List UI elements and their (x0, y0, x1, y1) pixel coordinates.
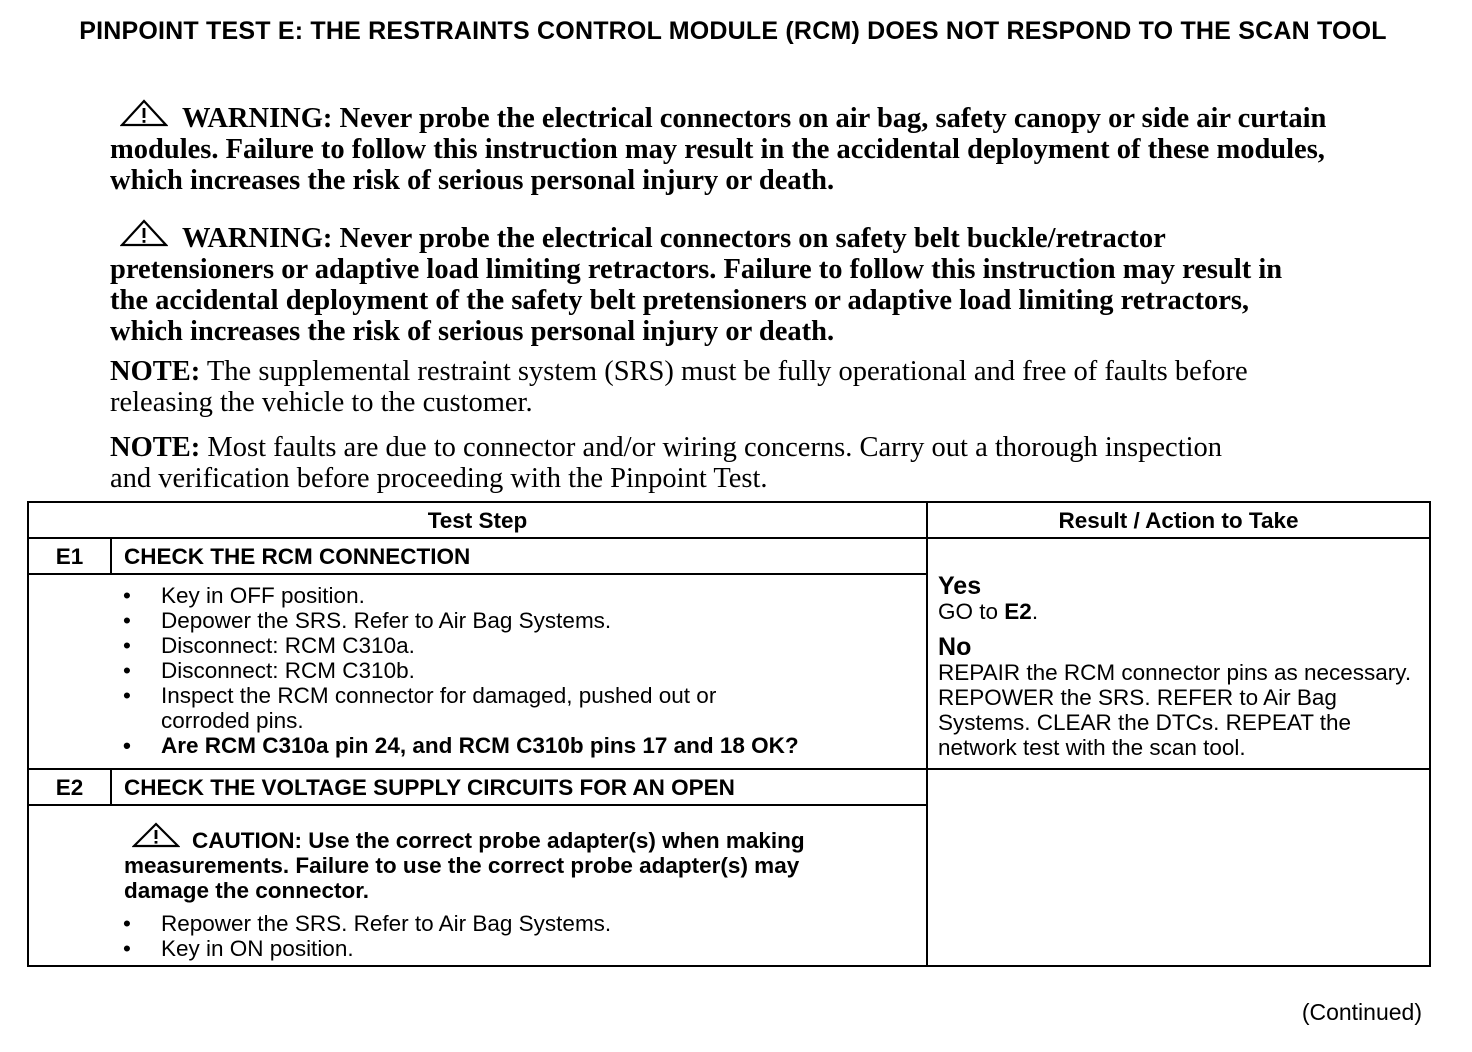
list-item: • Are RCM C310a pin 24, and RCM C310b pins 17 and 18 OK? (123, 733, 799, 758)
step-header-row (28, 769, 1430, 805)
result-yes-suffix: . (1031, 599, 1039, 624)
note-label: NOTE: (110, 356, 201, 387)
result-yes-target: E2 (1004, 599, 1032, 624)
list-item: • Depower the SRS. Refer to Air Bag Systems. (123, 608, 612, 633)
list-item: • Key in OFF position. (123, 583, 365, 608)
caution-block (29, 806, 926, 907)
list-item: • Disconnect: RCM C310a. (123, 633, 415, 658)
list-item-text: Inspect the RCM connector for damaged, pushed out or corroded pins. (161, 683, 717, 733)
header-result-action: Result / Action to Take (927, 502, 1430, 538)
list-item-text: Disconnect: RCM C310a. (161, 633, 415, 658)
step-id: E1 (28, 538, 111, 574)
continued-label: (Continued) (1301, 999, 1422, 1025)
list-item: • Disconnect: RCM C310b. (123, 658, 415, 683)
list-item: • Repower the SRS. Refer to Air Bag Systems. (123, 911, 612, 936)
result-yes-prefix: GO to (938, 599, 1005, 624)
list-item-text: Key in ON position. (161, 936, 354, 961)
step-heading: CHECK THE RCM CONNECTION (111, 538, 927, 574)
step-result-cell (927, 538, 1430, 769)
step-bullet-list (29, 575, 926, 768)
result-no-action: REPAIR the RCM connector pins as necessary. REPOWER the SRS. REFER to Air Bag Systems. CLEAR the DTCs. REPEAT the network test with the scan tool. (938, 660, 1412, 760)
list-item-text: Key in OFF position. (161, 583, 365, 608)
step-id: E2 (28, 769, 111, 805)
warning-triangle-icon (120, 99, 168, 127)
pinpoint-test-table (27, 501, 1431, 967)
table-header-row (28, 502, 1430, 538)
list-item-text: Depower the SRS. Refer to Air Bag Systems. (161, 608, 612, 633)
list-item-text: Are RCM C310a pin 24, and RCM C310b pins 17 and 18 OK? (161, 733, 799, 758)
warning-block-1 (110, 99, 1360, 196)
step-heading: CHECK THE VOLTAGE SUPPLY CIRCUITS FOR AN OPEN (111, 769, 927, 805)
list-item: • Key in ON position. (123, 936, 354, 961)
result-no-label: No (938, 633, 972, 661)
header-test-step: Test Step (28, 502, 927, 538)
list-item: • Inspect the RCM connector for damaged, pushed out or corroded pins. (123, 683, 717, 733)
warning-text: Never probe the electrical connectors on safety belt buckle/retractor pretensioners or adaptive load limiting retractors. Failure to follow this instruction may result in the accidental deployment of the safety belt pretensioners or adaptive load limiting retractors, which increases the risk of serious personal injury or death. (110, 223, 1283, 347)
result-yes-action (938, 599, 1417, 624)
result-yes-label: Yes (938, 572, 982, 600)
step-result-cell (927, 769, 1430, 966)
step-header-row (28, 538, 1430, 574)
warning-text: Never probe the electrical connectors on air bag, safety canopy or side air curtain modules. Failure to follow this instruction may result in the accidental deployment of these modules, which increases the risk of serious personal injury or death. (110, 103, 1327, 196)
list-item-text: Repower the SRS. Refer to Air Bag Systems. (161, 911, 612, 936)
note-text: Most faults are due to connector and/or wiring concerns. Carry out a thorough inspection and verification before proceeding with the Pinpoint Test. (110, 432, 1223, 494)
note-block-2 (110, 432, 1230, 494)
step-bullet-list (29, 907, 926, 965)
note-text: The supplemental restraint system (SRS) must be fully operational and free of faults before releasing the vehicle to the customer. (110, 356, 1248, 418)
step-body (28, 805, 927, 966)
warning-triangle-icon (120, 219, 168, 247)
warning-block-2 (110, 219, 1310, 347)
caution-triangle-icon (132, 822, 180, 853)
caution-text: CAUTION: Use the correct probe adapter(s) when making measurements. Failure to use the correct probe adapter(s) may damage the connector. (124, 828, 805, 903)
note-block-1 (110, 356, 1300, 418)
warning-label: WARNING: (182, 103, 333, 134)
note-label: NOTE: (110, 432, 201, 463)
page-title: PINPOINT TEST E: THE RESTRAINTS CONTROL MODULE (RCM) DOES NOT RESPOND TO THE SCAN TOOL (79, 17, 1387, 45)
step-body (28, 574, 927, 769)
warning-label: WARNING: (182, 223, 333, 254)
list-item-text: Disconnect: RCM C310b. (161, 658, 415, 683)
